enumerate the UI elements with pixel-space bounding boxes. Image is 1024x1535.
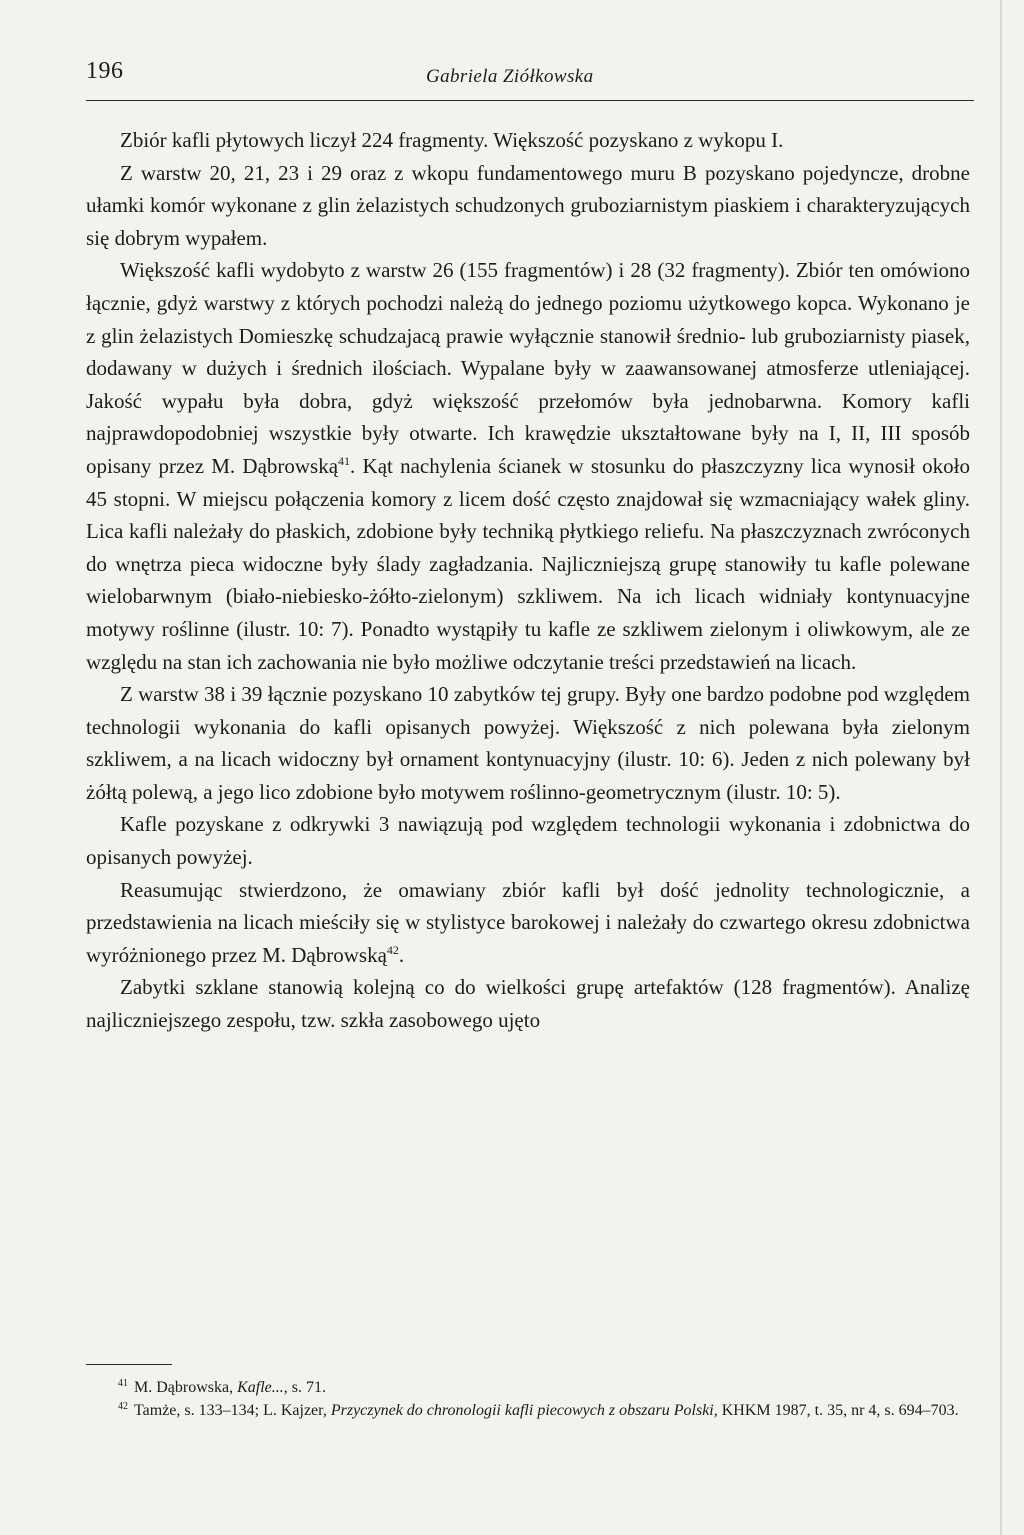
paragraph-text: Większość kafli wydobyto z warstw 26 (155 fragmentów) i 28 (32 fragmenty). Zbiór ten omówiono łącznie, gdyż warstwy z których pochodzi należą do jednego poziomu użytkowego kopca. Wykonano je z glin żelazistych Domieszkę schudzajacą prawie wyłącznie stanowił średnio- lub gruboziarnisty piasek, dodawany w dużych i średnich ilościach. Wypalane były w zaawansowanej atmosferze utleniającej. Jakość wypału była dobra, gdyż większość przełomów była jednobarwna. Komory kafli najprawdopodobniej wszystkie były otwarte. Ich krawędzie ukształtowane były na I, II, III sposób opisany przez M. Dąbrowską [86, 258, 970, 478]
footnote-author: Tamże, s. 133–134; L. Kajzer, [134, 1402, 331, 1419]
paragraph: Zabytki szklane stanowią kolejną co do wielkości grupę artefaktów (128 fragmentów). Analizę najliczniejszego zespołu, tzw. szkła zasobowego ujęto [86, 975, 970, 1033]
paragraph: Kafle pozyskane z odkrywki 3 nawiązują pod względem technologii wykonania i zdobnictwa do opisanych powyżej. [86, 812, 970, 870]
footnote-42 [86, 1399, 970, 1422]
page-edge-line [1000, 0, 1002, 1535]
page-number: 196 [86, 58, 124, 84]
body-text [86, 124, 970, 1037]
paragraph: Zbiór kafli płytowych liczył 224 fragmenty. Większość pozyskano z wykopu I. [120, 128, 784, 152]
paragraph-text: Reasumując stwierdzono, że omawiany zbiór kafli był dość jednolity technologicznie, a przedstawienia na licach mieściły się w stylistyce barokowej i należały do czwartego okresu zdobnictwa wyróżnionego przez M. Dąbrowską [86, 877, 970, 967]
paragraph: Z warstw 38 i 39 łącznie pozyskano 10 zabytków tej grupy. Były one bardzo podobne pod względem technologii wykonania do kafli opisanych powyżej. Większość z nich polewana była zielonym szkliwem, a na licach widoczny był ornament kontynuacyjny (ilustr. 10: 6). Jeden z nich polewany był żółtą polewą, a jego lico zdobione było motywem roślinno-geometrycznym (ilustr. 10: 5). [86, 682, 970, 804]
footnotes [86, 1376, 970, 1422]
paragraph: Z warstw 20, 21, 23 i 29 oraz z wkopu fundamentowego muru B pozyskano pojedyncze, drobne ułamki komór wykonane z glin żelazistych schudzonych gruboziarnistym piaskiem i charakteryzujących się dobrym wypałem. [86, 160, 970, 250]
footnote-ref-41[interactable]: 41 [338, 453, 351, 468]
footnote-rest: , s. 71. [283, 1379, 326, 1396]
footnote-41 [86, 1376, 970, 1399]
footnote-title: Przyczynek do chronologii kafli piecowych z obszaru Polski, [330, 1402, 718, 1419]
footnote-number: 42 [118, 1400, 128, 1412]
paragraph-text: . Kąt nachylenia ścianek w stosunku do płaszczyzny lica wynosił około 45 stopni. W miejscu połączenia komory z licem dość często znajdował się wzmacniający wałek gliny. Lica kafli należały do płaskich, zdobione były techniką płytkiego reliefu. Na płaszczyznach zwróconych do wnętrza pieca widoczne były ślady zagładzania. Najliczniejszą grupę stanowiły tu kafle polewane wielobarwnym (biało-niebiesko-żółto-zielonym) szkliwem. Na ich licach widniały kontynuacyjne motywy roślinne (ilustr. 10: 7). Ponadto wystąpiły tu kafle ze szkliwem zielonym i oliwkowym, ale ze względu na stan ich zachowania nie było możliwe odczytanie treści przedstawień na licach. [86, 453, 970, 674]
footnote-number: 41 [118, 1377, 128, 1389]
running-head [86, 58, 974, 101]
paragraph [86, 874, 970, 972]
footnote-author: M. Dąbrowska, [134, 1379, 238, 1396]
footnote-separator [86, 1364, 172, 1365]
running-head-author: Gabriela Ziółkowska [426, 66, 594, 87]
footnote-ref-42[interactable]: 42 [386, 942, 399, 957]
paragraph [86, 254, 970, 678]
footnote-title: Kafle... [237, 1379, 284, 1396]
paragraph-text: . [398, 942, 405, 967]
footnote-rest: KHKM 1987, t. 35, nr 4, s. 694–703. [717, 1402, 959, 1419]
